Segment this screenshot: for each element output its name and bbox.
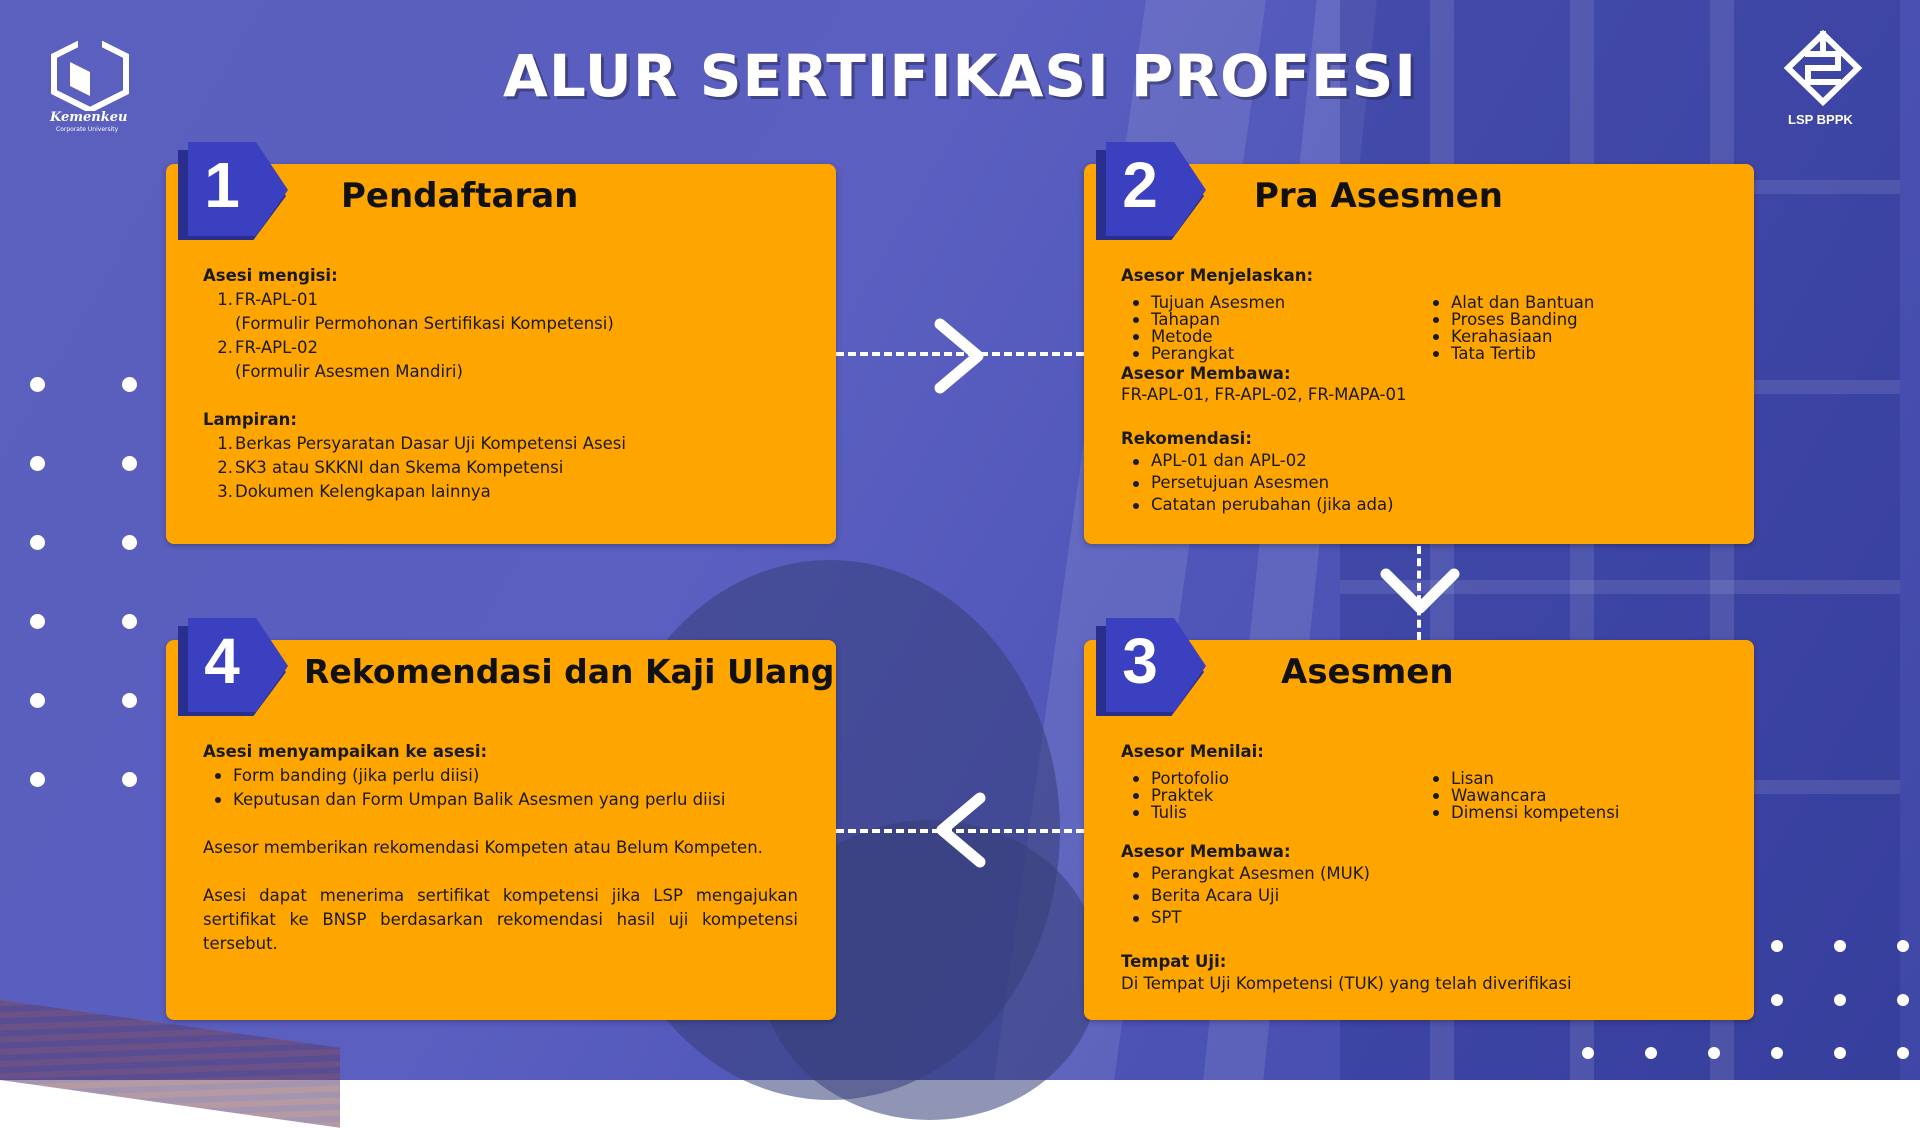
list-item: 2. FR-APL-02 (217, 338, 318, 357)
step-title: Pra Asesmen (1254, 176, 1504, 216)
step-body (1121, 740, 1721, 995)
list-item: Catatan perubahan (jika ada) (1121, 494, 1721, 516)
list-item: 1. Berkas Persyaratan Dasar Uji Kompetensi Asesi (217, 434, 626, 453)
step-title: Pendaftaran (341, 176, 579, 216)
list-item: Keputusan dan Form Umpan Balik Asesmen yang perlu diisi (203, 788, 798, 812)
step-title: Rekomendasi dan Kaji Ulang (304, 652, 835, 691)
section-heading: Asesi mengisi: (203, 266, 338, 285)
list-item: Tulis (1121, 804, 1421, 821)
chevron-right-icon (930, 318, 990, 394)
submit-list (203, 764, 798, 812)
list-item: Persetujuan Asesmen (1121, 472, 1721, 494)
list-item: Lisan (1421, 770, 1721, 787)
section-heading: Asesi menyampaikan ke asesi: (203, 742, 488, 761)
chevron-down-icon (1380, 566, 1460, 616)
step-number: 2 (1122, 149, 1158, 221)
list-item: 1. FR-APL-01 (217, 290, 318, 309)
lsp-bppk-logo-text: LSP BPPK (1788, 112, 1853, 127)
step-body (1121, 264, 1721, 516)
step-number: 1 (204, 149, 240, 221)
form-list (203, 288, 803, 384)
kemenkeu-logo-subtitle: Corporate University (56, 126, 119, 133)
assess-columns (1121, 770, 1721, 821)
list-item: SPT (1121, 907, 1721, 929)
section-text: Asesi dapat menerima sertifikat kompetensi jika LSP mengajukan sertifikat ke BNSP berdasarkan rekomendasi hasil uji kompetensi tersebut. (203, 886, 798, 953)
list-item: Portofolio (1121, 770, 1421, 787)
section-text: FR-APL-01, FR-APL-02, FR-MAPA-01 (1121, 385, 1407, 404)
list-item: Tahapan (1121, 311, 1421, 328)
step-badge-3 (1090, 618, 1208, 716)
list-item: Kerahasiaan (1421, 328, 1721, 345)
chevron-left-icon (930, 792, 990, 868)
recommendation-list (1121, 450, 1721, 516)
section-text: Asesor memberikan rekomendasi Kompeten atau Belum Kompeten. (203, 838, 763, 857)
section-heading: Tempat Uji: (1121, 952, 1227, 971)
page-title: ALUR SERTIFIKASI PROFESI (503, 42, 1417, 110)
step-title: Asesmen (1281, 652, 1454, 692)
list-item: Alat dan Bantuan (1421, 294, 1721, 311)
list-item: Metode (1121, 328, 1421, 345)
step-body (203, 740, 798, 956)
section-heading: Asesor Membawa: (1121, 842, 1291, 861)
list-item: Tata Tertib (1421, 345, 1721, 362)
section-heading: Asesor Menilai: (1121, 742, 1264, 761)
kemenkeu-logo-text: Kemenkeu (50, 110, 128, 125)
section-heading: Rekomendasi: (1121, 429, 1252, 448)
step-number: 4 (204, 625, 240, 697)
step-badge-2 (1090, 142, 1208, 240)
section-heading: Asesor Menjelaskan: (1121, 266, 1314, 285)
step-body (203, 264, 803, 504)
list-item: 3. Dokumen Kelengkapan lainnya (217, 482, 491, 501)
list-item: Perangkat Asesmen (MUK) (1121, 863, 1721, 885)
list-item: Dimensi kompetensi (1421, 804, 1721, 821)
bring-list (1121, 863, 1721, 929)
explain-columns (1121, 294, 1721, 362)
attachment-list (203, 432, 803, 504)
list-item: 2. SK3 atau SKKNI dan Skema Kompetensi (217, 458, 564, 477)
list-item-note: (Formulir Permohonan Sertifikasi Kompetensi) (235, 314, 614, 333)
list-item: Tujuan Asesmen (1121, 294, 1421, 311)
step-badge-4 (172, 618, 290, 716)
list-item: Form banding (jika perlu diisi) (203, 764, 798, 788)
list-item: Wawancara (1421, 787, 1721, 804)
section-heading: Lampiran: (203, 410, 297, 429)
list-item: Berita Acara Uji (1121, 885, 1721, 907)
step-number: 3 (1122, 625, 1158, 697)
step-badge-1 (172, 142, 290, 240)
list-item: APL-01 dan APL-02 (1121, 450, 1721, 472)
list-item: Proses Banding (1421, 311, 1721, 328)
list-item: Praktek (1121, 787, 1421, 804)
section-heading: Asesor Membawa: (1121, 364, 1291, 383)
list-item: Perangkat (1121, 345, 1421, 362)
section-text: Di Tempat Uji Kompetensi (TUK) yang telah diverifikasi (1121, 974, 1572, 993)
list-item-note: (Formulir Asesmen Mandiri) (235, 362, 463, 381)
